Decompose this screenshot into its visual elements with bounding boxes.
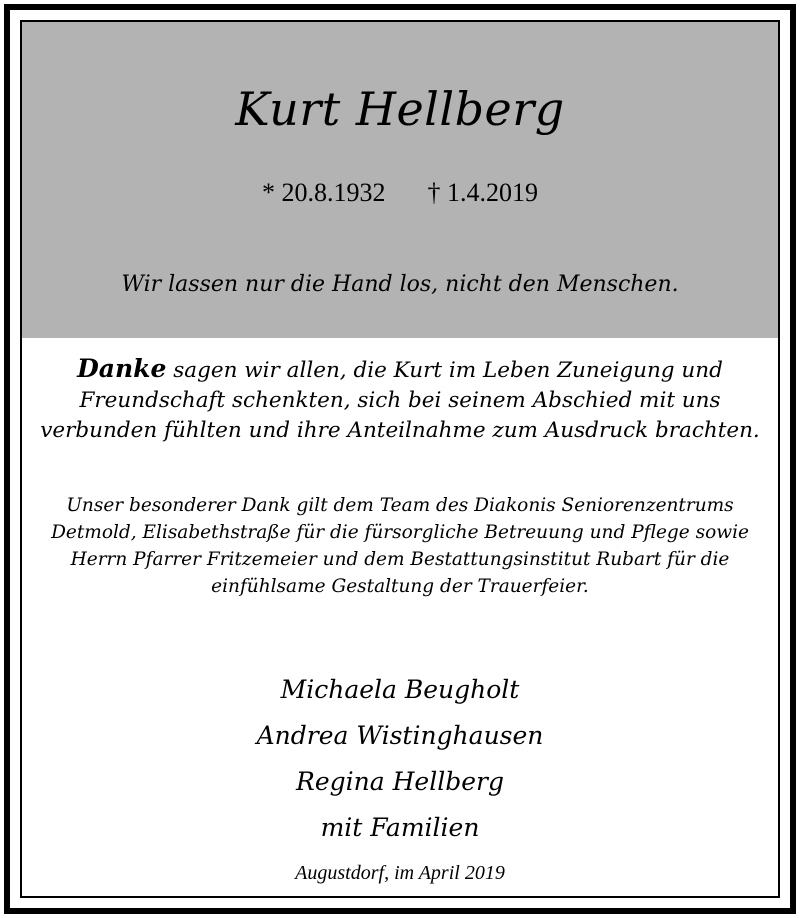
- thanks-paragraph: [38, 354, 762, 446]
- birth-date: * 20.8.1932: [262, 178, 386, 207]
- place-and-date: Augustdorf, im April 2019: [295, 862, 505, 884]
- death-date: † 1.4.2019: [427, 178, 538, 207]
- thanks-word: Danke: [77, 354, 167, 383]
- signer: Michaela Beugholt: [280, 675, 520, 704]
- signer: Regina Hellberg: [296, 767, 504, 796]
- signer: mit Familien: [320, 813, 480, 842]
- special-thanks-paragraph: Unser besonderer Dank gilt dem Team des Diakonis Seniorenzentrums Detmold, Elisabethstraße für die fürsorgliche Betreuung und Pflege sowie Herrn Pfarrer Fritzemeier und dem Bestattungsinstitut Rubart für die einfühlsame Gestaltung der Trauerfeier.: [51, 495, 749, 597]
- signer: Andrea Wistinghausen: [256, 721, 544, 750]
- notice-card: [20, 20, 780, 898]
- header-panel: [22, 22, 778, 338]
- deceased-name: Kurt Hellberg: [235, 82, 565, 136]
- signers-list: [22, 667, 778, 851]
- life-dates: [22, 178, 778, 208]
- thanks-text: sagen wir allen, die Kurt im Leben Zuneigung und Freundschaft schenkten, sich bei seinem Abschied mit uns verbunden fühlten und ihre Anteilnahme zum Ausdruck brachten.: [40, 358, 760, 443]
- motto: Wir lassen nur die Hand los, nicht den Menschen.: [121, 272, 679, 297]
